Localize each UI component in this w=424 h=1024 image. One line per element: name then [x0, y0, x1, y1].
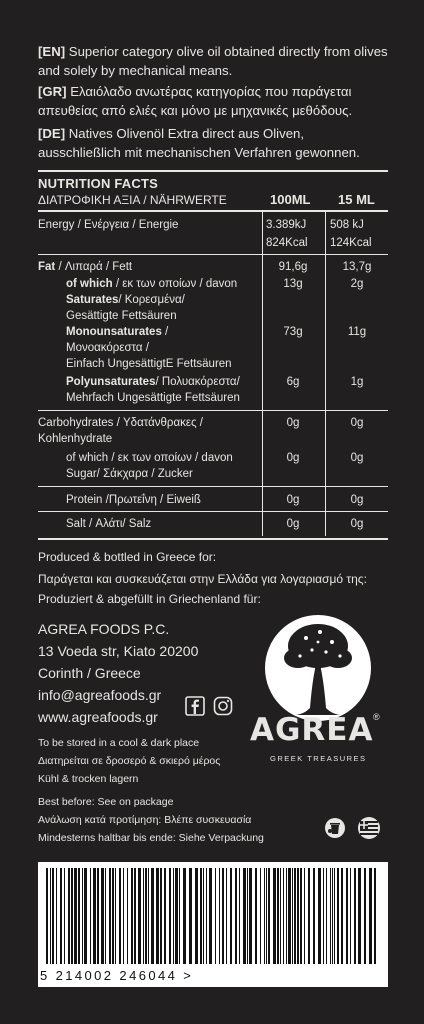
fat-label: Fat / Λιπαρά / Fett — [38, 261, 133, 273]
barcode-bar — [175, 868, 178, 964]
barcode-bar — [97, 868, 99, 964]
barcode-bar — [260, 868, 261, 964]
barcode-bar — [247, 868, 248, 964]
company-city: Corinth / Greece — [38, 665, 141, 681]
polyunsaturates-100ml: 6g — [286, 376, 300, 388]
table-column-line — [325, 512, 326, 536]
barcode-bar — [266, 868, 267, 964]
brand-name: AGREA — [250, 712, 374, 748]
barcode-bar — [84, 868, 87, 964]
company-name: AGREA FOODS P.C. — [38, 621, 170, 637]
barcode-bar — [364, 868, 366, 964]
description-gr: [GR] Ελαιόλαδο ανωτέρας κατηγορίας που παράγεται απευθείας από ελιές και μόνο με μηχανικές μεθόδους. — [38, 84, 353, 118]
table-divider — [38, 410, 388, 411]
polyunsaturates-label: Polyunsaturates/ Πολυακόρεστα/ Mehrfach Ungesättigte Fettsäuren — [66, 376, 240, 404]
barcode-bar — [239, 868, 240, 964]
barcode-bar — [112, 868, 114, 964]
barcode-bar — [334, 868, 335, 964]
barcode-bar — [235, 868, 237, 964]
table-divider — [38, 254, 388, 255]
barcode-bar — [374, 868, 376, 964]
fat-15ml: 13,7g — [342, 261, 372, 273]
barcode-bar — [226, 868, 227, 964]
barcode-bar — [292, 868, 293, 964]
description-en: [EN] Superior category olive oil obtained directly from olives and solely by mechanical means. — [38, 44, 388, 78]
energy-100ml-kj: 3.389kJ — [266, 219, 307, 231]
salt-label: Salt / Αλάτι/ Salz — [66, 518, 152, 530]
olive-tree-logo — [262, 612, 374, 724]
barcode-bar — [215, 868, 216, 964]
barcode-bar — [119, 868, 121, 964]
barcode-bar — [123, 868, 124, 964]
barcode-bar — [288, 868, 291, 964]
salt-100ml: 0g — [286, 518, 300, 530]
barcode-digits: 5 214002 246044 > — [40, 968, 194, 983]
protein-label: Protein /Πρωτεΐνη / Eiweiß — [66, 494, 201, 506]
barcode-bar — [203, 868, 204, 964]
carbohydrates-label: Carbohydrates / Υδατάνθρακες / Kohlenhydrate — [38, 417, 203, 445]
sugar-100ml: 0g — [286, 452, 300, 464]
column-header-15ml: 15 ML — [338, 192, 375, 207]
company-website[interactable]: www.agreafoods.gr — [38, 709, 158, 725]
barcode-bar — [358, 868, 361, 964]
table-divider — [38, 486, 388, 487]
barcode-bar — [369, 868, 372, 964]
energy-100ml-kcal: 824Kcal — [266, 237, 308, 249]
greek-flag-icon — [354, 816, 384, 840]
barcode-bar — [60, 868, 62, 964]
barcode-bar — [209, 868, 212, 964]
barcode-bar — [56, 868, 57, 964]
barcode-bar — [283, 868, 284, 964]
polyunsaturates-15ml: 1g — [350, 376, 364, 388]
barcode-bar — [222, 868, 224, 964]
produced-gr: Παράγεται και συσκευάζεται στην Ελλάδα για λογαριασμό της: — [38, 572, 367, 586]
saturates-label: of which / εκ των οποίων / davon Saturates/ Κορεσμένα/ Gesättigte Fettsäuren — [66, 278, 238, 322]
barcode-bar — [82, 868, 83, 964]
barcode-bar — [131, 868, 133, 964]
barcode-bar — [101, 868, 104, 964]
barcode-bar — [304, 868, 305, 964]
table-divider — [38, 538, 388, 540]
protein-100ml: 0g — [286, 494, 300, 506]
barcode-bar — [173, 868, 174, 964]
barcode-bar — [160, 868, 162, 964]
barcode-bar — [249, 868, 252, 964]
sugar-15ml: 0g — [350, 452, 364, 464]
barcode-bar — [326, 868, 327, 964]
barcode-bar — [341, 868, 343, 964]
barcode-bar — [169, 868, 171, 964]
storage-en: To be stored in a cool & dark place — [38, 737, 200, 749]
barcode-bar — [156, 868, 159, 964]
barcode-bar — [71, 868, 73, 964]
barcode-bar — [219, 868, 220, 964]
barcode-bar — [78, 868, 80, 964]
barcode-bar — [243, 868, 246, 964]
barcode-bar — [200, 868, 202, 964]
barcode-bar — [179, 868, 180, 964]
carbohydrates-100ml: 0g — [286, 417, 300, 429]
barcode-bar — [346, 868, 348, 964]
barcode-bar — [195, 868, 198, 964]
barcode-bar — [64, 868, 65, 964]
table-divider — [38, 511, 388, 512]
carbohydrates-15ml: 0g — [350, 417, 364, 429]
barcode-bar — [189, 868, 192, 964]
instagram-icon[interactable] — [213, 696, 233, 716]
barcode-bar — [52, 868, 54, 964]
barcode-bar — [330, 868, 331, 964]
company-address: 13 Voeda str, Kiato 20200 — [38, 643, 199, 659]
monounsaturates-15ml: 11g — [347, 326, 367, 338]
facebook-icon[interactable] — [185, 696, 205, 716]
barcode-bar — [138, 868, 141, 964]
barcode-bar — [308, 868, 310, 964]
barcode-bar — [323, 868, 324, 964]
barcode-bar — [143, 868, 144, 964]
barcode-bar — [255, 868, 257, 964]
barcode-bar — [297, 868, 299, 964]
barcode-bar — [68, 868, 70, 964]
barcode-bar — [115, 868, 116, 964]
table-divider — [38, 210, 388, 212]
table-column-line — [262, 212, 263, 512]
protein-15ml: 0g — [350, 494, 364, 506]
registered-mark: ® — [373, 712, 380, 722]
monounsaturates-100ml: 73g — [283, 326, 303, 338]
barcode-bar — [109, 868, 111, 964]
energy-15ml-kcal: 124Kcal — [330, 237, 372, 249]
barcode-bar — [105, 868, 106, 964]
table-column-line — [262, 512, 263, 536]
fat-100ml: 91,6g — [278, 261, 308, 273]
barcode-bar — [46, 868, 48, 964]
barcode-bar — [90, 868, 91, 964]
saturates-100ml: 13g — [283, 278, 303, 290]
barcode-bar — [264, 868, 265, 964]
barcode-bar — [148, 868, 149, 964]
salt-15ml: 0g — [350, 518, 364, 530]
energy-label: Energy / Ενέργεια / Energie — [38, 219, 179, 231]
nutrition-subtitle: ΔΙΑΤΡΟΦΙΚΗ ΑΞΙΑ / NÄHRWERTE — [38, 193, 227, 207]
barcode-bar — [145, 868, 147, 964]
nutrition-title: NUTRITION FACTS — [38, 176, 158, 191]
barcode-bar — [300, 868, 302, 964]
saturates-15ml: 2g — [350, 278, 364, 290]
produced-en: Produced & bottled in Greece for: — [38, 550, 217, 564]
barcode-bar — [354, 868, 356, 964]
barcode-bar — [93, 868, 96, 964]
monounsaturates-label: Monounsaturates / Μονοακόρεστα / Einfach UngesättigtE Fettsäuren — [66, 326, 232, 370]
barcode-bar — [277, 868, 279, 964]
barcode-bar — [50, 868, 51, 964]
barcode-bar — [286, 868, 287, 964]
energy-15ml-kj: 508 kJ — [330, 219, 364, 231]
column-header-100ml: 100ML — [270, 192, 311, 207]
barcode-bars — [40, 864, 386, 966]
best-before-en: Best before: See on package — [38, 796, 174, 808]
barcode-bar — [74, 868, 77, 964]
sugar-label: of which / εκ των οποίων / davon Sugar/ Σάκχαρα / Zucker — [66, 452, 233, 480]
barcode-bar — [127, 868, 128, 964]
best-before-de: Mindesterns haltbar bis ende: Siehe Verpackung — [38, 832, 264, 844]
barcode-bar — [332, 868, 333, 964]
description-de: [DE] Natives Olivenöl Extra direct aus Oliven, ausschließlich mit mechanischen Verfahren gewonnen. — [38, 126, 360, 160]
barcode-bar — [134, 868, 136, 964]
divider — [38, 170, 388, 172]
barcode-bar — [230, 868, 232, 964]
barcode-bar — [318, 868, 321, 964]
barcode-bar — [280, 868, 281, 964]
barcode-bar — [206, 868, 207, 964]
barcode-bar — [151, 868, 154, 964]
barcode-bar — [273, 868, 276, 964]
barcode-bar — [350, 868, 351, 964]
company-email[interactable]: info@agreafoods.gr — [38, 687, 162, 703]
table-column-line — [325, 212, 326, 512]
produced-de: Produziert & abgefüllt in Griechenland für: — [38, 592, 261, 606]
recycle-bin-icon — [324, 816, 346, 840]
barcode-bar — [268, 868, 270, 964]
barcode-bar — [183, 868, 186, 964]
storage-de: Kühl & trocken lagern — [38, 773, 139, 785]
best-before-gr: Ανάλωση κατά προτίμηση: Βλέπε συσκευασία — [38, 814, 252, 826]
brand-tagline: GREEK TREASURES — [270, 754, 367, 763]
barcode-bar — [313, 868, 315, 964]
barcode-bar — [294, 868, 296, 964]
barcode-bar — [337, 868, 339, 964]
barcode-bar — [164, 868, 166, 964]
storage-gr: Διατηρείται σε δροσερό & σκιερό μέρος — [38, 755, 221, 767]
